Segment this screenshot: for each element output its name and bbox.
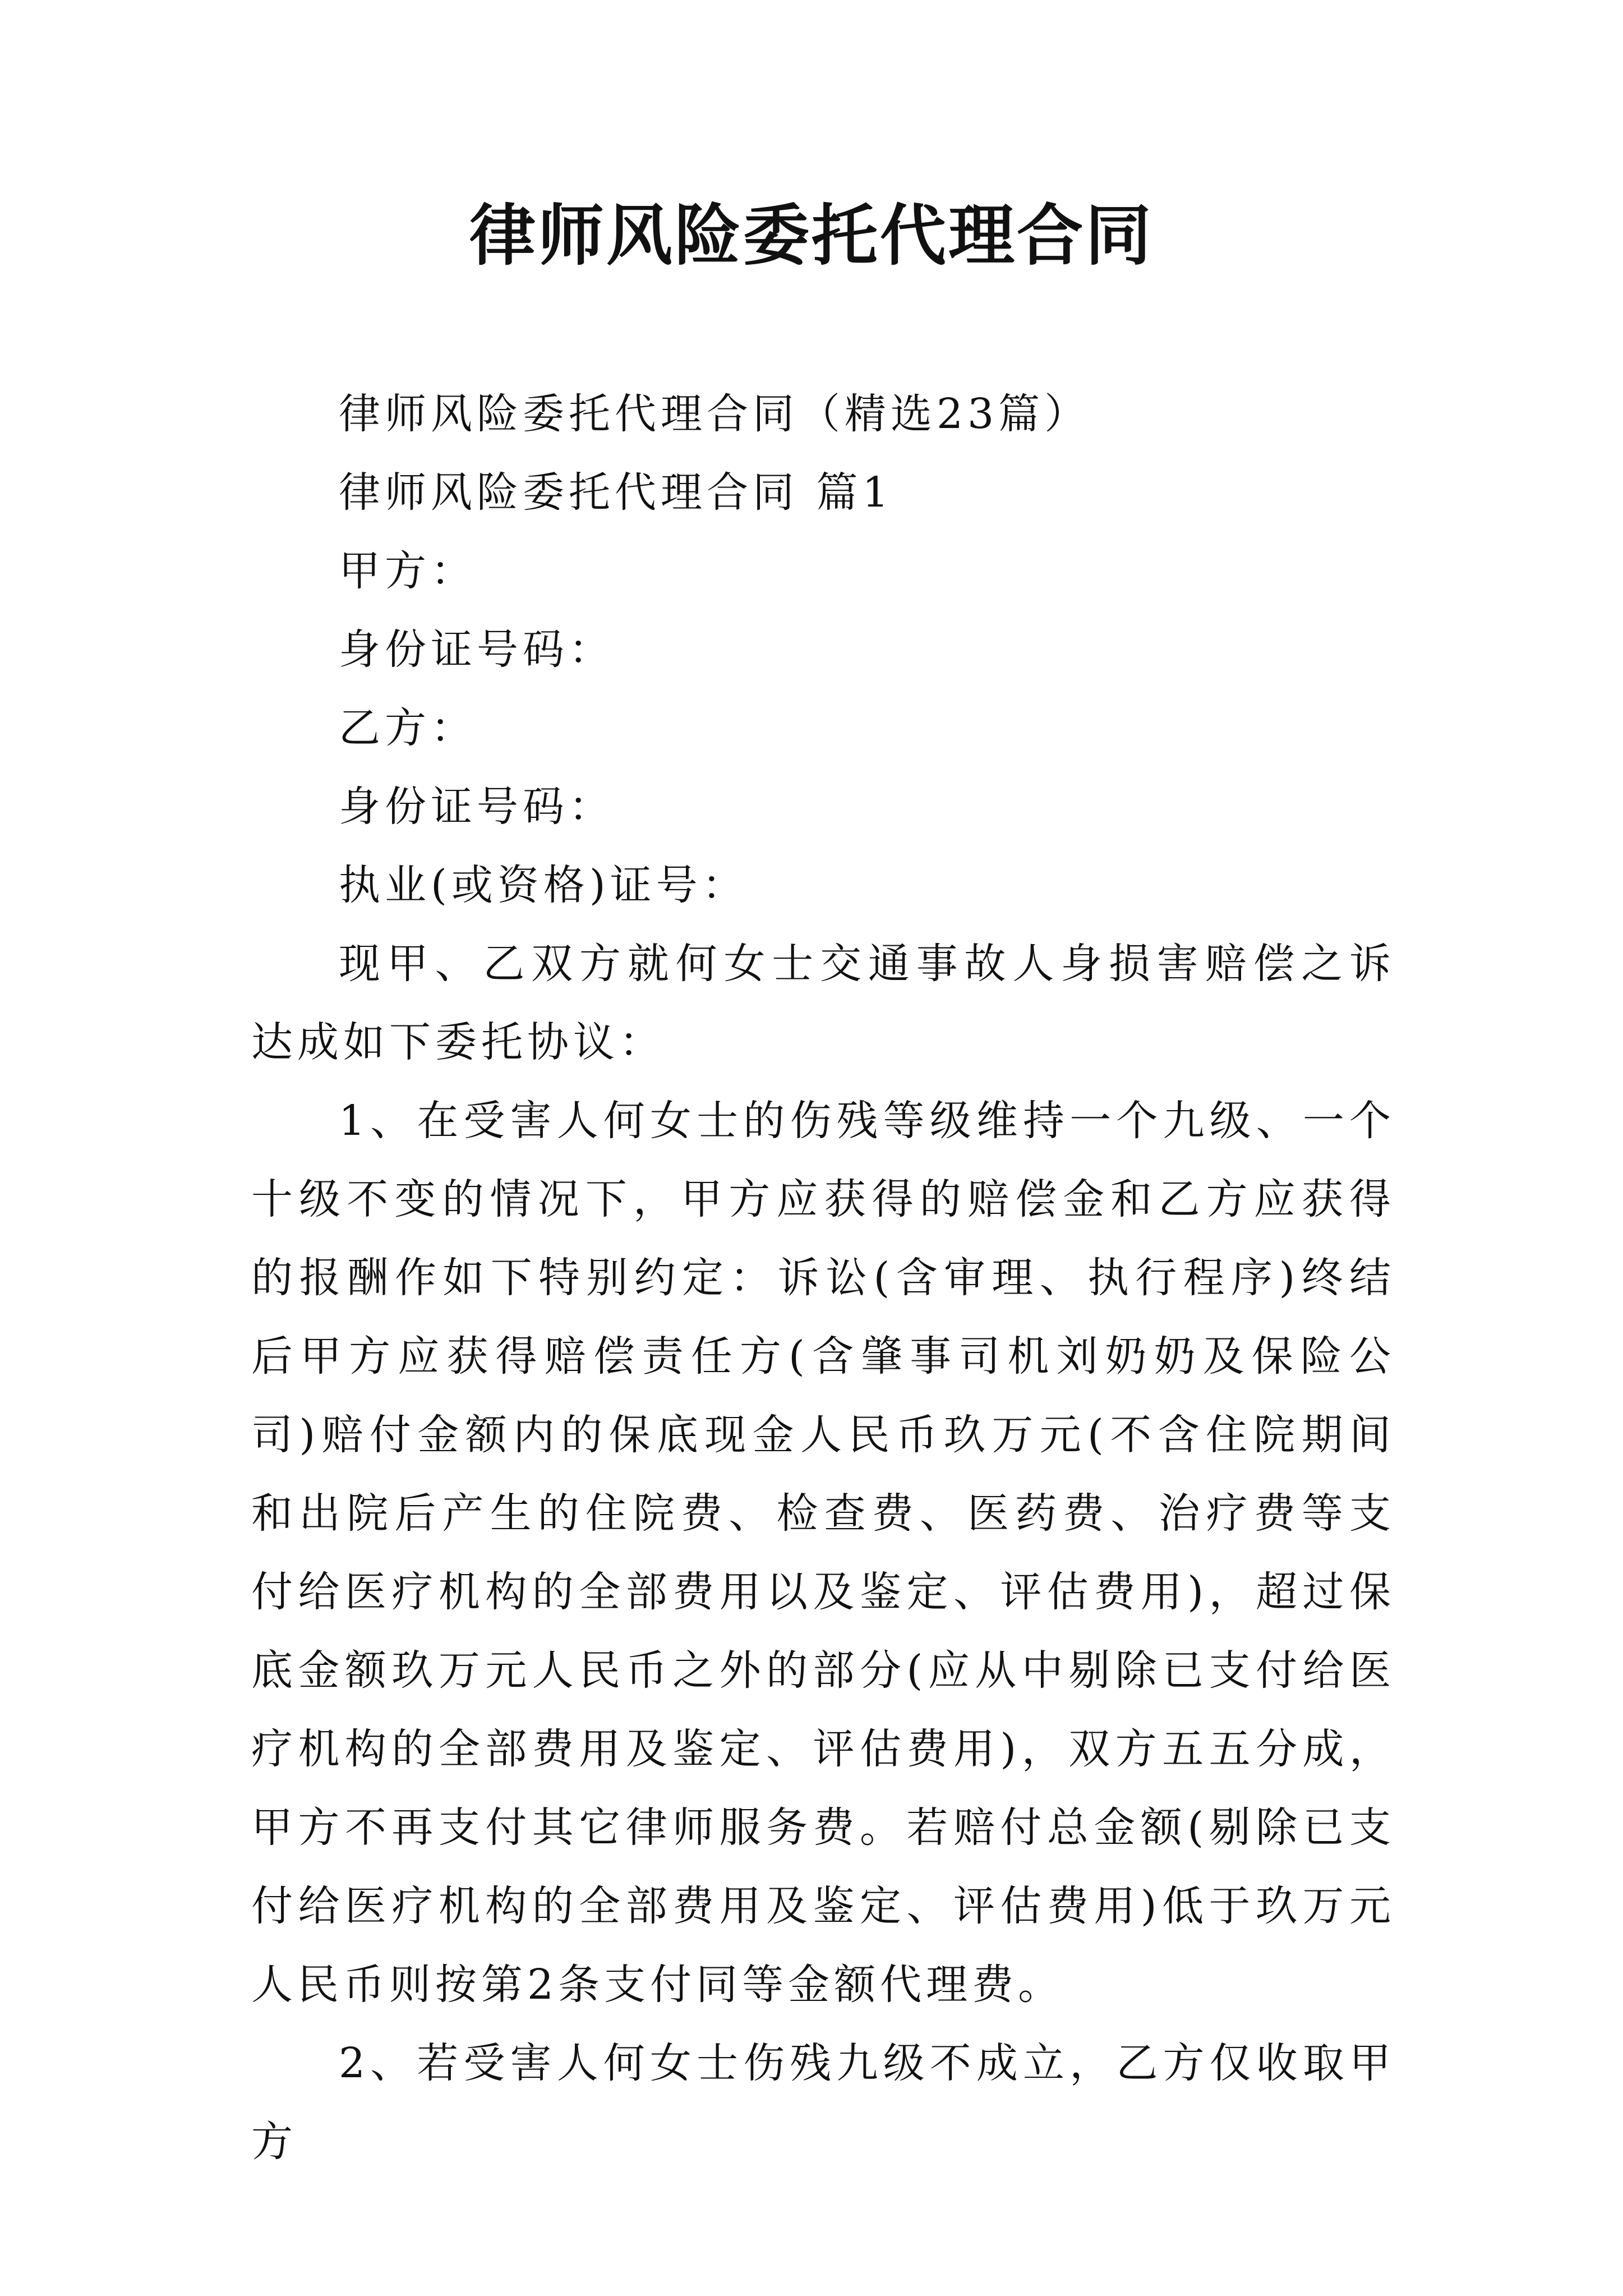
- party-b-label: 乙方：: [339, 704, 477, 752]
- paragraph-section-heading: 律师风险委托代理合同 篇1: [339, 468, 893, 517]
- party-a-id-label: 身份证号码：: [339, 625, 615, 674]
- party-a-label: 甲方：: [339, 547, 477, 595]
- paragraph-collection-title: 律师风险委托代理合同（精选23篇）: [339, 390, 1091, 438]
- document-body: [251, 375, 1395, 2181]
- document-title: 律师风险委托代理合同: [469, 197, 1154, 274]
- license-number-label: 执业(或资格)证号：: [339, 861, 748, 909]
- party-b-id-label: 身份证号码：: [339, 783, 615, 831]
- paragraph-clause-1: 1、在受害人何女士的伤残等级维持一个九级、一个十级不变的情况下，甲方应获得的赔偿金和乙方应获得的报酬作如下特别约定：诉讼(含审理、执行程序)终结后甲方应获得赔偿责任方(含肇事司机刘奶奶及保险公司)赔付金额内的保底现金人民币玖万元(不含住院期间和出院后产生的住院费、检查费、医药费、治疗费等支付给医疗机构的全部费用以及鉴定、评估费用)，超过保底金额玖万元人民币之外的部分(应从中剔除已支付给医疗机构的全部费用及鉴定、评估费用)，双方五五分成，甲方不再支付其它律师服务费。若赔付总金额(剔除已支付给医疗机构的全部费用及鉴定、评估费用)低于玖万元人民币则按第2条支付同等金额代理费。: [251, 1097, 1395, 2009]
- paragraph-clause-2: 2、若受害人何女士伤残九级不成立，乙方仅收取甲方: [251, 2039, 1395, 2166]
- paragraph-intro: 现甲、乙双方就何女士交通事故人身损害赔偿之诉达成如下委托协议：: [251, 940, 1395, 1066]
